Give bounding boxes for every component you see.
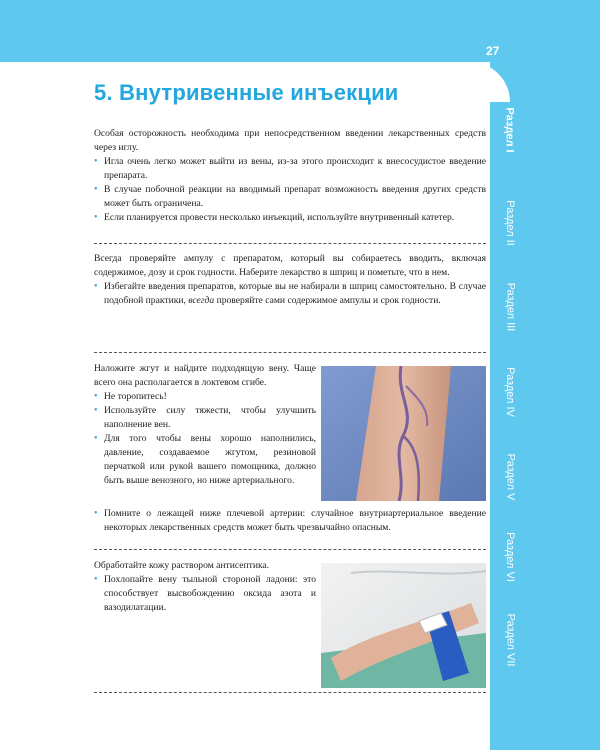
list-item: • Для того чтобы вены хорошо наполнились, давление, создаваемое жгутом, резиновой перчаткой или рукой вашего помощника, должно быть выше венозного, но ниже артериального. (94, 433, 316, 486)
block2-intro: Всегда проверяйте ампулу с препаратом, который вы собираетесь вводить, включая содержимое, дозу и срок годности. Наберите лекарство в шприц и пометьте, что в нем. (94, 253, 486, 278)
block3-list (94, 390, 316, 488)
bullet-icon: • (94, 405, 98, 416)
arm-tourniquet-photo (321, 563, 486, 688)
block2-list (94, 280, 486, 308)
emphasis-always: всегда (188, 295, 215, 306)
tab-section-3[interactable]: Раздел III (504, 282, 516, 332)
list-item: • Помните о лежащей ниже плечевой артерии: случайное внутриартериальное введение некоторых лекарственных средств может быть чрезвычайно опасным. (94, 508, 486, 533)
bullet-icon: • (94, 391, 98, 402)
block-antiseptic (94, 559, 316, 615)
bullet-icon: • (94, 574, 98, 585)
list-item: • Избегайте введения препаратов, которые вы не набирали в шприц самостоятельно. В случае подобной практики, всегда проверяйте сами содержимое ампулы и срок годности. (94, 281, 486, 306)
list-item: • Не торопитесь! (94, 391, 167, 402)
block4-list (94, 573, 316, 615)
block-check-ampoule (94, 252, 486, 308)
section-divider (94, 692, 486, 693)
list-item: • Используйте силу тяжести, чтобы улучшить наполнение вен. (94, 405, 316, 430)
section-divider (94, 352, 486, 353)
forearm-veins-photo (321, 366, 486, 501)
tab-section-4[interactable]: Раздел IV (504, 367, 516, 417)
page-title: 5. Внутривенные инъекции (94, 80, 399, 105)
block1-intro: Особая осторожность необходима при непосредственном введении лекарственных средств через иглу. (94, 128, 486, 153)
header-band (0, 0, 600, 62)
bullet-icon: • (94, 156, 98, 167)
bullet-icon: • (94, 184, 98, 195)
block4-intro: Обработайте кожу раствором антисептика. (94, 560, 270, 571)
block1-list (94, 155, 486, 225)
list-item: • Игла очень легко может выйти из вены, из-за этого происходит к внесосудистое введение препарата. (94, 156, 486, 181)
bullet-icon: • (94, 433, 98, 444)
tab-section-7[interactable]: Раздел VII (504, 613, 516, 667)
tab-section-2[interactable]: Раздел II (504, 200, 516, 246)
tab-section-5[interactable]: Раздел V (504, 453, 516, 501)
bullet-icon: • (94, 212, 98, 223)
tab-section-6[interactable]: Раздел VI (504, 532, 516, 582)
block-tourniquet (94, 362, 316, 488)
block-careful-injection (94, 127, 486, 225)
tab-section-1[interactable]: Раздел I (504, 107, 516, 153)
list-item: • Если планируется провести несколько инъекций, используйте внутривенный катетер. (94, 212, 455, 223)
section-divider (94, 243, 486, 244)
list-item: • В случае побочной реакции на вводимый препарат возможность введения других средств может быть ограничена. (94, 184, 486, 209)
section-divider (94, 549, 486, 550)
block3-intro: Наложите жгут и найдите подходящую вену. Чаще всего она располагается в локтевом сгибе. (94, 363, 316, 388)
list-item: • Похлопайте вену тыльной стороной ладони: это способствует высвобождению оксида азота и вазодилатации. (94, 574, 316, 613)
bullet-icon: • (94, 281, 98, 292)
block-artery-warning (94, 507, 486, 535)
page-number: 27 (486, 44, 500, 58)
bullet-icon: • (94, 508, 98, 519)
